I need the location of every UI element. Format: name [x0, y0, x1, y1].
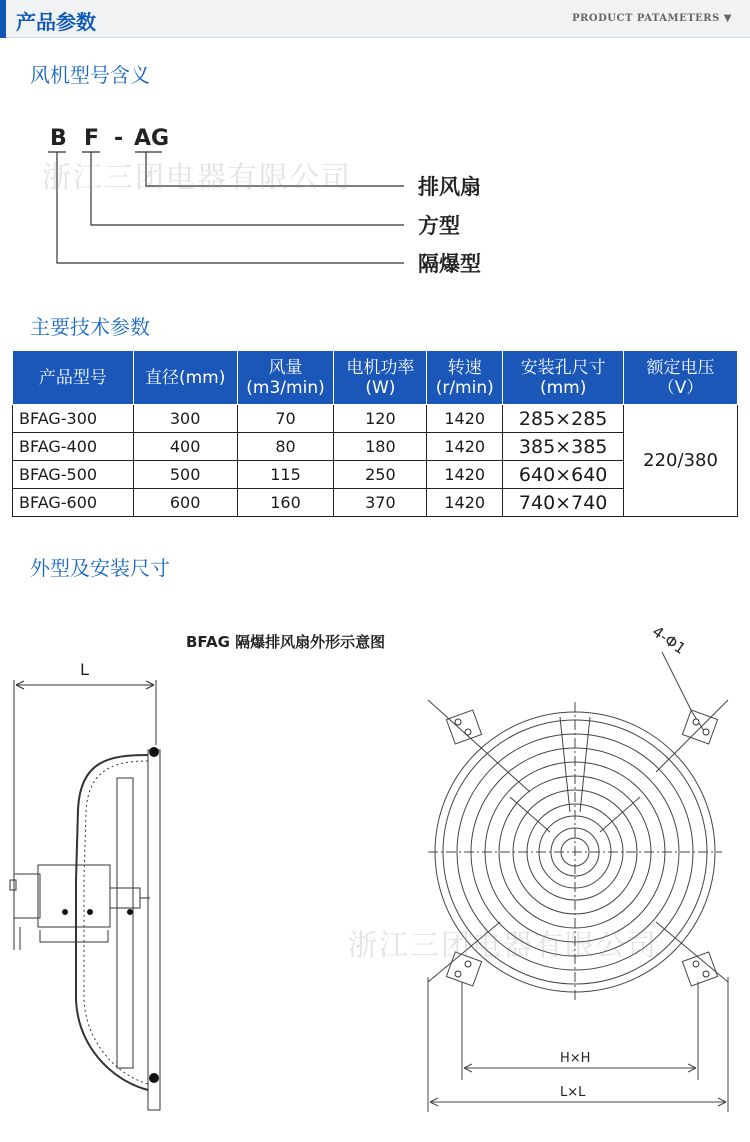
drawing-title: BFAG 隔爆排风扇外形示意图 [186, 633, 386, 651]
header-title: 产品参数 [16, 10, 96, 34]
cell-hole-size: 385×385 [503, 433, 624, 461]
header-accent-bar [0, 0, 6, 38]
label-exhaust-fan: 排风扇 [418, 175, 481, 199]
col-power: 电机功率 (W) [334, 351, 427, 405]
col-voltage: 额定电压 （V） [624, 351, 738, 405]
code-letter-b: B [50, 126, 67, 151]
cell-diameter: 400 [133, 433, 237, 461]
col-speed: 转速 (r/min) [427, 351, 503, 405]
fan-side-view [0, 650, 180, 1130]
cell-diameter: 600 [133, 489, 237, 517]
cell-diameter: 500 [133, 461, 237, 489]
watermark-bottom: 浙江三团电器有限公司 [348, 928, 659, 962]
label-explosion-proof: 隔爆型 [418, 252, 481, 276]
cell-speed: 1420 [427, 405, 503, 433]
col-hole-size: 安装孔尺寸 (mm) [503, 351, 624, 405]
label-l-by-l: L×L [560, 1085, 586, 1100]
label-hole-spec: 4-Φ1 [648, 622, 689, 658]
spec-table [12, 350, 738, 517]
col-diameter: 直径(mm) [133, 351, 237, 405]
cell-airflow: 80 [237, 433, 334, 461]
cell-model: BFAG-600 [13, 489, 134, 517]
cell-hole-size: 285×285 [503, 405, 624, 433]
fan-front-view [410, 622, 740, 1122]
cell-airflow: 115 [237, 461, 334, 489]
cell-speed: 1420 [427, 461, 503, 489]
watermark-top: 浙江三团电器有限公司 [42, 160, 353, 194]
cell-model: BFAG-500 [13, 461, 134, 489]
cell-diameter: 300 [133, 405, 237, 433]
label-square-type: 方型 [418, 214, 460, 238]
cell-model: BFAG-300 [13, 405, 134, 433]
table-row [13, 405, 738, 433]
cell-power: 250 [334, 461, 427, 489]
cell-model: BFAG-400 [13, 433, 134, 461]
cell-airflow: 160 [237, 489, 334, 517]
col-model: 产品型号 [13, 351, 134, 405]
cell-power: 370 [334, 489, 427, 517]
dimensions-title: 外型及安装尺寸 [30, 556, 170, 580]
spec-table-header [13, 351, 738, 405]
label-h-by-h: H×H [560, 1051, 591, 1066]
cell-power: 120 [334, 405, 427, 433]
model-meaning-title: 风机型号含义 [30, 63, 150, 87]
model-code-diagram [30, 115, 500, 285]
cell-airflow: 70 [237, 405, 334, 433]
header-bar [0, 0, 750, 38]
code-dash: - [114, 126, 124, 151]
cell-speed: 1420 [427, 489, 503, 517]
code-letter-ag: AG [134, 126, 170, 151]
cell-power: 180 [334, 433, 427, 461]
label-dimension-l: L [80, 660, 89, 679]
code-letter-f: F [84, 126, 100, 151]
cell-speed: 1420 [427, 433, 503, 461]
cell-hole-size: 740×740 [503, 489, 624, 517]
header-subtitle-en: PRODUCT PATAMETERS ▼ [572, 13, 732, 24]
col-airflow: 风量 (m3/min) [237, 351, 334, 405]
cell-voltage: 220/380 [624, 405, 738, 517]
cell-hole-size: 640×640 [503, 461, 624, 489]
specs-title: 主要技术参数 [30, 315, 150, 339]
